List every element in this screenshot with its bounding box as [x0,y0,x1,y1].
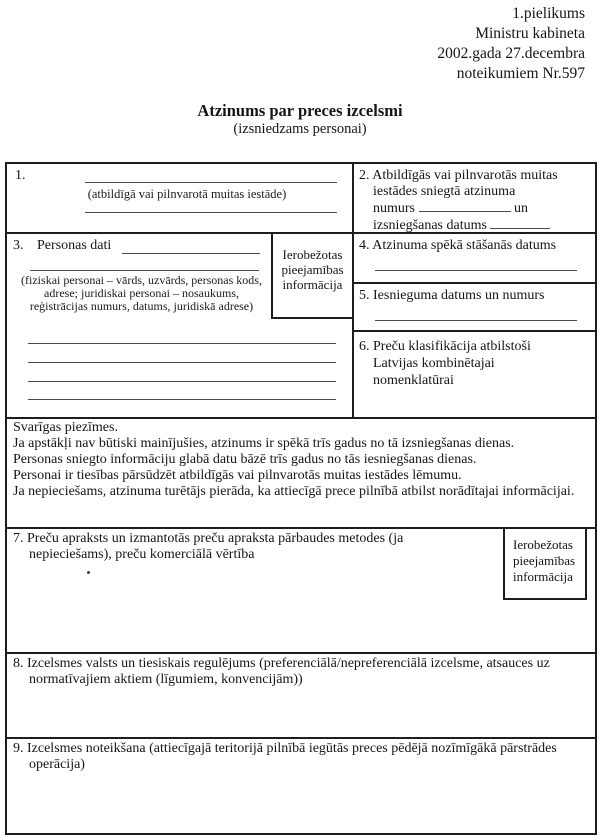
appendix-reference [437,4,585,84]
field4-blank-line [375,270,577,271]
field3-label: Personas dati [37,238,112,253]
field1-blank-line [85,182,337,183]
field2-line: iestādes sniegtā atzinuma [373,184,516,199]
field1-number: 1. [15,168,26,183]
notes-item: Personas sniegto informāciju glabā datu bāzē trīs gadus no tās iesniegšanas dienas. [13,452,477,467]
field5-label: 5. Iesnieguma datums un numurs [359,288,545,303]
field3-blank-line [28,343,336,344]
field6 [359,338,593,389]
field7-label: 7. Preču apraksts un izmantotās preču apraksta pārbaudes metodes (ja nepieciešams), preču komerciālā vērtība [13,531,404,562]
form-table [5,162,597,835]
field3-blank-line [30,270,259,271]
row-divider-right [352,330,595,332]
field3-blank-line [28,362,336,363]
notes-item: Ja nepieciešams, atzinuma turētājs pierāda, ka attiecīgā prece pilnībā atbilst norādītajai informācijai. [13,484,575,499]
field3-blank-line [28,399,336,400]
row-divider [7,652,595,654]
notes-item: Personai ir tiesības pārsūdzēt atbildīgās vai pilnvarotās muitas iestādes lēmumu. [13,468,462,483]
notes-heading: Svarīgas piezīmes. [13,420,118,435]
field6-line: Latvijas kombinētajai [373,356,495,371]
field4-label: 4. Atzinuma spēkā stāšanās datums [359,238,557,253]
field1-blank-line [85,212,337,213]
notes-section [13,420,593,500]
field1-caption: (atbildīgā vai pilnvarotā muitas iestāde) [87,187,287,201]
notes-item: Ja apstākļi nav būtiski mainījušies, atzinums ir spēkā trīs gadus no tā izsniegšanas dienas. [13,436,515,451]
field2-datums-label: izsniegšanas datums [373,218,487,233]
appendix-line: 1.pielikums [512,5,585,22]
appendix-line: 2002.gada 27.decembra [437,45,585,62]
field5-blank-line [375,320,577,321]
row-divider [7,417,595,419]
appendix-line: Ministru kabineta [475,25,585,42]
field2-datums-blank [490,217,550,229]
ink-speck [87,571,90,574]
field9-label: 9. Izcelsmes noteikšana (attiecīgajā teritorijā pilnībā iegūtās preces pēdējā nozīmīgākā pārstrādes operācija) [13,741,557,772]
restricted-info-box: Ierobežotas pieejamības informācija [503,527,587,600]
field6-line: nomenklatūrai [373,373,454,388]
field2-numurs-label: numurs [373,201,415,216]
field2-line: 2. Atbildīgās vai pilnvarotās muitas [359,168,558,183]
field3-caption: (fiziskai personai – vārds, uzvārds, personas kods, adrese; juridiskai personai – nosaukums, reģistrācijas numurs, datums, juridiskā adrese) [21,273,262,313]
row-divider-right [352,282,595,284]
field2-numurs-blank [419,200,511,212]
appendix-line: noteikumiem Nr.597 [456,65,585,82]
field8-label: 8. Izcelsmes valsts un tiesiskais regulējums (preferenciālā/nepreferenciālā izcelsme, atsauces uz normatīvajiem aktiem (līgumiem, konvencijām)) [13,656,550,687]
field3-number: 3. [13,238,24,253]
field6-line: 6. Preču klasifikācija atbilstoši [359,339,531,354]
field2-un-label: un [514,201,528,216]
form-subtitle: (izsniedzams personai) [233,121,367,137]
field3-blank-line [122,253,260,254]
form-title: Atzinums par preces izcelsmi [197,101,403,120]
restricted-info-box: Ierobežotas pieejamības informācija [271,232,354,319]
field3-blank-line [28,381,336,382]
field2 [359,168,593,234]
row-divider [7,737,595,739]
